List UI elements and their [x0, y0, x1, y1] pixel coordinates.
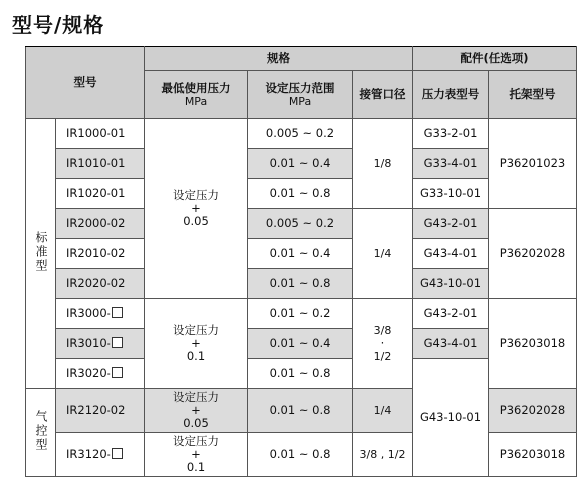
range-cell: 0.01 ~ 0.4 [248, 329, 353, 359]
port-placeholder-box [112, 337, 123, 348]
port-cell-4 [353, 389, 413, 433]
model-text: IR3010- [66, 336, 111, 350]
gauge-cell-merged: G43-10-01 [413, 359, 489, 477]
port-value: 1/8 [373, 157, 392, 170]
model-text: IR3120- [66, 447, 111, 461]
model-cell: IR1010-01 [56, 149, 145, 179]
min-pressure-text: 设定压力 [173, 188, 219, 202]
range-cell: 0.01 ~ 0.4 [248, 149, 353, 179]
port-value: 3/8 , 1/2 [359, 448, 406, 461]
category-pneumatic [26, 389, 56, 477]
header-spec: 规格 [145, 47, 413, 71]
min-pressure-value: 0.1 [186, 460, 206, 474]
min-pressure-text: 设定压力 [173, 390, 219, 404]
header-gauge: 压力表型号 [413, 71, 489, 119]
min-pressure-text: 设定压力 [173, 434, 219, 448]
header-min-pressure-unit: MPa [184, 94, 208, 108]
port-placeholder-box [112, 307, 123, 318]
bracket-cell-2: P36202028 [489, 209, 577, 299]
page-title: 型号/规格 [12, 13, 105, 37]
model-cell [56, 433, 145, 477]
model-cell [56, 299, 145, 329]
range-cell: 0.01 ~ 0.4 [248, 239, 353, 269]
bracket-cell-1: P36201023 [489, 119, 577, 209]
min-pressure-group-1 [145, 119, 248, 299]
min-pressure-text: 设定压力 [173, 323, 219, 337]
gauge-cell: G43-10-01 [413, 269, 489, 299]
category-pneumatic-label: 气控型 [34, 410, 48, 452]
bracket-cell-5: P36203018 [489, 433, 577, 477]
gauge-cell: G43-4-01 [413, 239, 489, 269]
range-cell: 0.01 ~ 0.8 [248, 433, 353, 477]
range-cell: 0.01 ~ 0.2 [248, 299, 353, 329]
model-cell [56, 329, 145, 359]
gauge-cell: G43-4-01 [413, 329, 489, 359]
header-bracket: 托架型号 [489, 71, 577, 119]
port-value-b: 1/2 [373, 350, 392, 363]
min-pressure-group-4 [145, 433, 248, 477]
port-separator: · [380, 336, 385, 350]
min-pressure-value: 0.1 [186, 349, 206, 363]
range-cell: 0.01 ~ 0.8 [248, 179, 353, 209]
header-set-range-unit: MPa [288, 94, 312, 108]
port-value-a: 3/8 [373, 324, 392, 337]
port-cell-2 [353, 209, 413, 299]
port-cell-1 [353, 119, 413, 209]
model-cell: IR2000-02 [56, 209, 145, 239]
header-min-pressure [145, 71, 248, 119]
gauge-cell: G33-10-01 [413, 179, 489, 209]
range-cell: 0.005 ~ 0.2 [248, 119, 353, 149]
port-cell-3 [353, 299, 413, 389]
min-pressure-group-3 [145, 389, 248, 433]
gauge-cell: G33-2-01 [413, 119, 489, 149]
port-cell-5 [353, 433, 413, 477]
min-pressure-plus: + [191, 447, 201, 461]
range-cell: 0.01 ~ 0.8 [248, 359, 353, 389]
gauge-cell: G43-2-01 [413, 299, 489, 329]
min-pressure-value: 0.05 [183, 214, 209, 228]
min-pressure-plus: + [191, 336, 201, 350]
header-options: 配件(任选项) [413, 47, 577, 71]
min-pressure-group-2 [145, 299, 248, 389]
range-cell: 0.01 ~ 0.8 [248, 269, 353, 299]
model-cell: IR2020-02 [56, 269, 145, 299]
min-pressure-plus: + [191, 403, 201, 417]
port-placeholder-box [112, 367, 123, 378]
category-standard [26, 119, 56, 389]
model-text: IR3000- [66, 306, 111, 320]
model-cell [56, 359, 145, 389]
model-cell: IR1020-01 [56, 179, 145, 209]
model-cell: IR1000-01 [56, 119, 145, 149]
header-set-range-label: 设定压力范围 [265, 80, 335, 95]
header-min-pressure-label: 最低使用压力 [161, 80, 231, 95]
gauge-cell: G33-4-01 [413, 149, 489, 179]
model-cell: IR2120-02 [56, 389, 145, 433]
header-port: 接管口径 [353, 71, 413, 119]
header-set-range [248, 71, 353, 119]
header-model: 型号 [26, 47, 145, 119]
model-text: IR3020- [66, 366, 111, 380]
gauge-cell: G43-2-01 [413, 209, 489, 239]
range-cell: 0.005 ~ 0.2 [248, 209, 353, 239]
range-cell: 0.01 ~ 0.8 [248, 389, 353, 433]
bracket-cell-3: P36203018 [489, 299, 577, 389]
min-pressure-plus: + [191, 201, 201, 215]
port-value: 1/4 [373, 247, 392, 260]
port-value: 1/4 [373, 404, 392, 417]
category-standard-label: 标准型 [34, 231, 48, 273]
bracket-cell-4: P36202028 [489, 389, 577, 433]
min-pressure-value: 0.05 [183, 416, 209, 430]
port-placeholder-box [112, 448, 123, 459]
spec-table [25, 46, 577, 477]
model-cell: IR2010-02 [56, 239, 145, 269]
